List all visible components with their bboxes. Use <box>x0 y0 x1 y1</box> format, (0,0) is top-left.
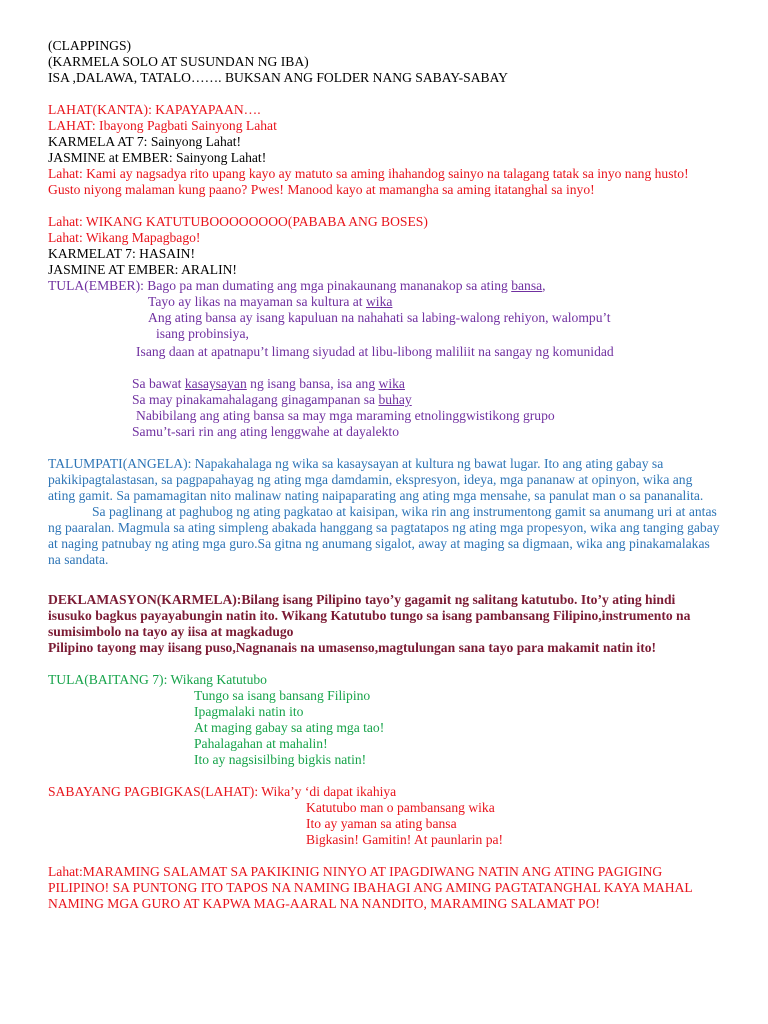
tula-ember-line-6-text: Sa bawat <box>132 376 185 391</box>
tula-ember-line-6-mid: ng isang bansa, isa ang <box>246 376 379 391</box>
tula-ember-line-1-end: , <box>542 278 546 293</box>
tula-ember-line-2 <box>48 294 720 310</box>
tula-ember-line-8: Nabibilang ang ating bansa sa may mga maraming etnolinggwistikong grupo <box>136 408 555 423</box>
underlined-word: wika <box>378 376 405 391</box>
tula-ember-line-7-text: Sa may pinakamahalagang ginagampanan sa <box>132 392 379 407</box>
tula-baitang-line-5: Pahalagahan at mahalin! <box>194 736 328 751</box>
underlined-word: kasaysayan <box>184 376 247 391</box>
underlined-word: buhay <box>378 392 412 407</box>
tula-baitang-line-4: At maging gabay sa ating mga tao! <box>194 720 385 735</box>
section2-line-2: Lahat: Wikang Mapagbago! <box>48 230 201 245</box>
tula-baitang-line-1: TULA(BAITANG 7): Wikang Katutubo <box>48 672 267 687</box>
tula-baitang-line-6: Ito ay nagsisilbing bigkis natin! <box>194 752 367 767</box>
deklamasyon-paragraph-2: Pilipino tayong may iisang puso,Nagnanais na umasenso,magtulungan sana tayo para makamit natin ito! <box>48 640 657 655</box>
sabayang-line-3: Ito ay yaman sa ating bansa <box>306 816 457 831</box>
section1-line-3: KARMELA AT 7: Sainyong Lahat! <box>48 134 242 149</box>
talumpati-paragraph-1: TALUMPATI(ANGELA): Napakahalaga ng wika sa kasaysayan at kultura ng bawat lugar. Ito ang ating gabay sa pakikipagtalastasan, sa pagpapahayag ng ating mga damdamin, ekspresyon, ideya, mga pananaw at opinyon, wika ang ating gamit. Sa pamamagitan nito malinaw nating naipaparating ang ating mga mensahe, sa panulat man o sa pananalita. <box>48 456 704 503</box>
section2-line-1: Lahat: WIKANG KATUTUBOOOOOOOO(PABABA ANG BOSES) <box>48 214 428 229</box>
tula-ember-line-6 <box>48 376 720 392</box>
tula-ember-line-1-text: TULA(EMBER): Bago pa man dumating ang mga pinakaunang mananakop sa ating <box>48 278 512 293</box>
tula-ember-line-3: Ang ating bansa ay isang kapuluan na nahahati sa labing-walong rehiyon, walompu’t <box>148 310 611 325</box>
header-line-1: (CLAPPINGS) <box>48 38 132 53</box>
sabayang-line-1: SABAYANG PAGBIGKAS(LAHAT): Wika’y ‘di dapat ikahiya <box>48 784 397 799</box>
sabayang-line-4: Bigkasin! Gamitin! At paunlarin pa! <box>306 832 504 847</box>
deklamasyon-paragraph-1: DEKLAMASYON(KARMELA):Bilang isang Pilipino tayo’y gagamit ng salitang katutubo. Ito’y ating hindi isusuko bagkus payayabungin natin ito. Wikang Katutubo tungo sa isang pambansang Filipino,instrumento na sumisimbolo na tayo ay iisa at magkadugo <box>48 592 691 639</box>
sabayang-line-2: Katutubo man o pambansang wika <box>306 800 495 815</box>
underlined-word: wika <box>365 294 393 309</box>
tula-ember-line-2-text: Tayo ay likas na mayaman sa kultura at <box>148 294 366 309</box>
tula-ember-line-5: Isang daan at apatnapu’t limang siyudad at libu-libong maliliit na sangay ng komunidad <box>136 344 614 359</box>
section2-line-4: JASMINE AT EMBER: ARALIN! <box>48 262 237 277</box>
tula-ember-line-7 <box>48 392 720 408</box>
section1-paragraph: Lahat: Kami ay nagsadya rito upang kayo ay matuto sa aming ihahandog sainyo na talagang tatak sa inyo nang husto! Gusto niyong malaman kung paano? Pwes! Manood kayo at mamangha sa aming itatanghal sa inyo! <box>48 166 689 197</box>
header-line-3: ISA ,DALAWA, TATALO……. BUKSAN ANG FOLDER NANG SABAY-SABAY <box>48 70 508 85</box>
section1-line-1: LAHAT(KANTA): KAPAYAPAAN…. <box>48 102 261 117</box>
section2-line-3: KARMELAT 7: HASAIN! <box>48 246 196 261</box>
talumpati-paragraph-2: Sa paglinang at paghubog ng ating pagkatao at kaisipan, wika rin ang instrumentong gamit sa anumang uri at antas ng paaralan. Magmula sa ating simpleng abakada hanggang sa pagtatapos ng ating mga propesyon, wika ang tanging gabay at naging patnubay ng ating mga guro.Sa gitna ng anumang sigalot, away at maging sa digmaan, wika ang pinakamalakas na sandata. <box>48 504 720 567</box>
section1-line-4: JASMINE at EMBER: Sainyong Lahat! <box>48 150 267 165</box>
tula-ember-line-4: isang probinsiya, <box>156 326 249 341</box>
closing-paragraph: Lahat:MARAMING SALAMAT SA PAKIKINIG NINYO AT IPAGDIWANG NATIN ANG ATING PAGIGING PILIPINO! SA PUNTONG ITO TAPOS NA NAMING IBAHAGI ANG AMING PAGTATANGHAL KAYA MAHAL NAMING MGA GURO AT KAPWA MAG-AARAL NA NANDITO, MARAMING SALAMAT PO! <box>48 864 693 911</box>
section1-line-2: LAHAT: Ibayong Pagbati Sainyong Lahat <box>48 118 277 133</box>
header-line-2: (KARMELA SOLO AT SUSUNDAN NG IBA) <box>48 54 309 69</box>
underlined-word: bansa <box>511 278 543 293</box>
tula-baitang-line-2: Tungo sa isang bansang Filipino <box>194 688 371 703</box>
tula-ember-line-9: Samu’t-sari rin ang ating lenggwahe at dayalekto <box>132 424 400 439</box>
tula-baitang-line-3: Ipagmalaki natin ito <box>194 704 304 719</box>
tula-ember-line-1 <box>48 278 720 294</box>
